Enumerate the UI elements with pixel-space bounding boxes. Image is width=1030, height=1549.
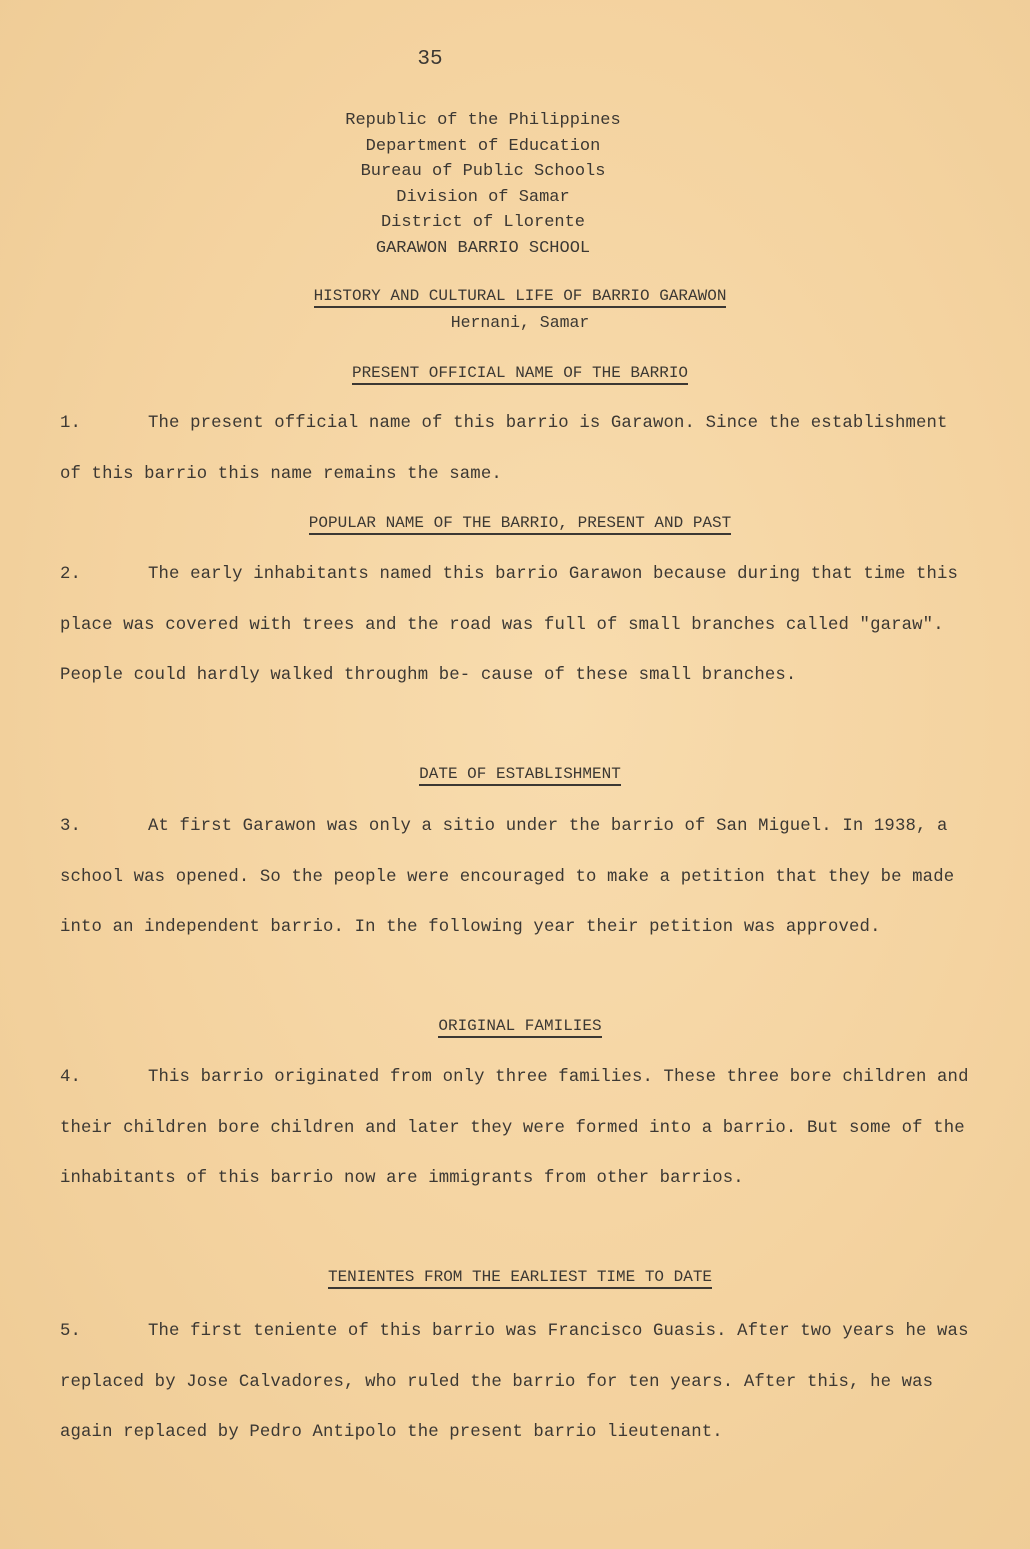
letterhead-republic: Republic of the Philippines <box>345 111 621 130</box>
paragraph-text: At first Garawon was only a sitio under the barrio of San Miguel. In 1938, a school was opened. So the people were encouraged to make a petition that they be made into an independent barrio. In the following year their petition was approved. <box>60 817 955 937</box>
document-title: HISTORY AND CULTURAL LIFE OF BARRIO GARAWON <box>100 287 940 305</box>
section-paragraph-3 <box>60 802 975 954</box>
letterhead-department: Department of Education <box>365 136 601 156</box>
section-paragraph-2 <box>60 550 975 702</box>
document-subtitle: Hernani, Samar <box>450 313 590 332</box>
paragraph-text: The early inhabitants named this barrio Garawon because during that time this place was covered with trees and the road was full of small branches called "garaw". People could hardly walked throughm be- cause of these small branches. <box>60 565 959 685</box>
section-paragraph-1 <box>60 399 975 500</box>
letterhead-bureau: Bureau of Public Schools <box>360 162 606 181</box>
section-heading-popular-name: POPULAR NAME OF THE BARRIO, PRESENT AND PAST <box>100 514 940 532</box>
paragraph-number: 2. <box>60 565 82 584</box>
paragraph-number: 4. <box>60 1068 82 1087</box>
paragraph-number: 3. <box>60 817 82 836</box>
page-number: 35 <box>417 48 443 71</box>
section-heading-original-families: ORIGINAL FAMILIES <box>100 1017 940 1035</box>
letterhead-school: GARAWON BARRIO SCHOOL <box>375 238 591 258</box>
letterhead <box>283 108 683 261</box>
letterhead-division: Division of Samar <box>396 187 570 207</box>
paragraph-text: The first teniente of this barrio was Francisco Guasis. After two years he was replaced by Jose Calvadores, who ruled the barrio for ten years. After this, he was again replaced by Pedro Antipolo the present barrio lieutenant. <box>60 1322 969 1442</box>
paragraph-number: 5. <box>60 1322 82 1341</box>
paragraph-text: The present official name of this barrio is Garawon. Since the establishment of this barrio this name remains the same. <box>60 414 948 484</box>
paragraph-text: This barrio originated from only three families. These three bore children and their children bore children and later they were formed into a barrio. But some of the inhabitants of this barrio now are immigrants from other barrios. <box>60 1068 969 1188</box>
section-heading-official-name: PRESENT OFFICIAL NAME OF THE BARRIO <box>100 364 940 382</box>
section-heading-establishment: DATE OF ESTABLISHMENT <box>100 765 940 783</box>
letterhead-district: District of Llorente <box>380 213 586 232</box>
section-paragraph-5 <box>60 1307 975 1459</box>
paragraph-number: 1. <box>60 414 82 433</box>
section-paragraph-4 <box>60 1053 975 1205</box>
section-heading-tenientes: TENIENTES FROM THE EARLIEST TIME TO DATE <box>100 1268 940 1286</box>
